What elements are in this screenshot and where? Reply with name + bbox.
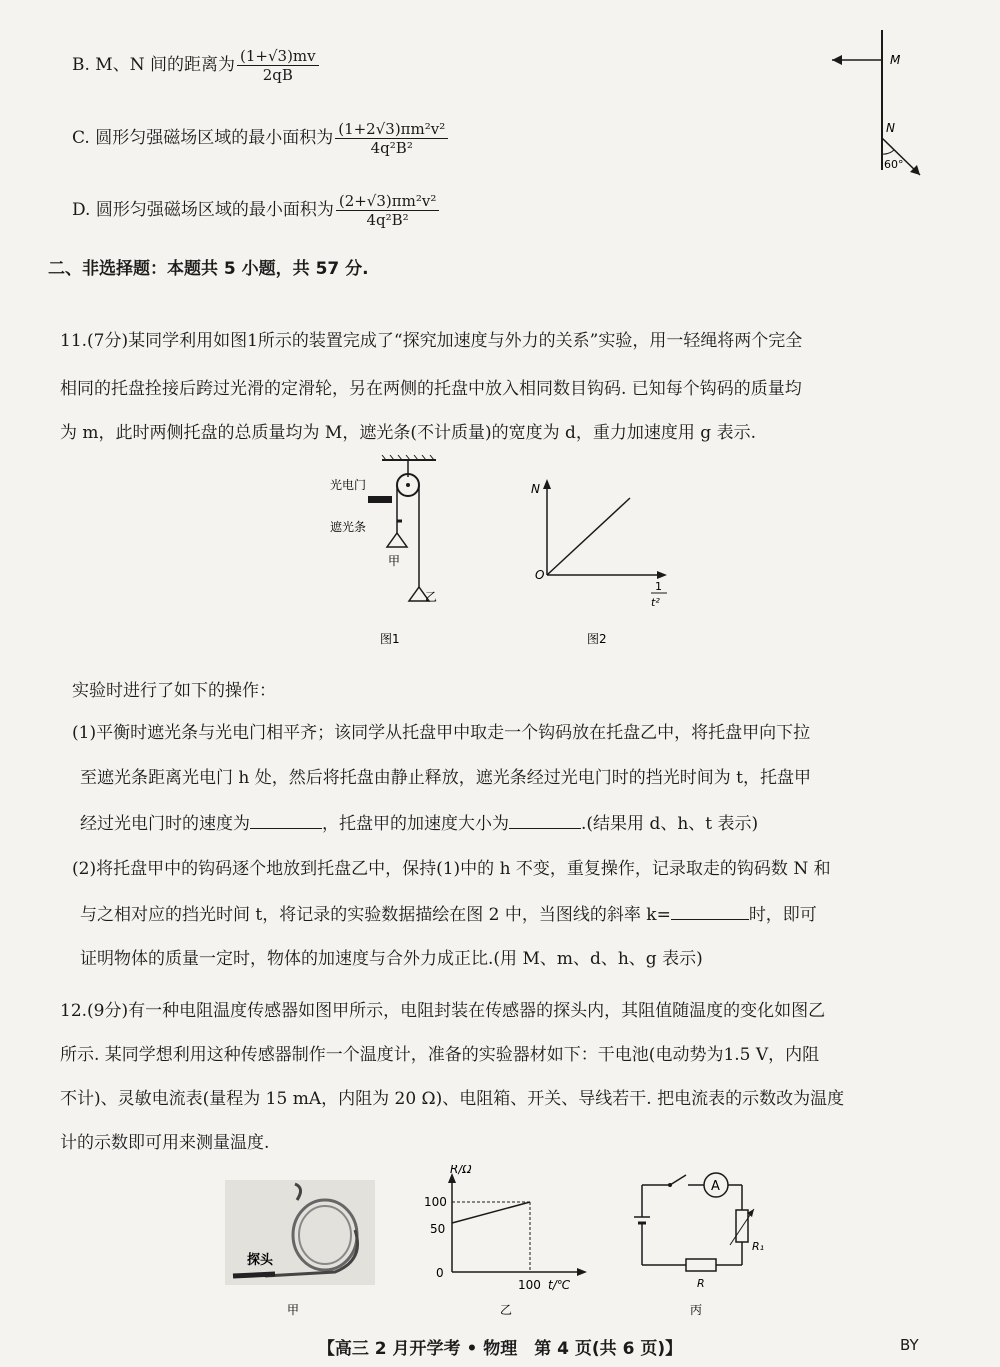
q11-intro: 实验时进行了如下的操作： bbox=[72, 681, 276, 701]
option-c-numerator: (1+2√3)πm²v² bbox=[335, 120, 448, 139]
option-b-text: B. M、N 间的距离为 bbox=[72, 55, 235, 75]
q11-line-2: 相同的托盘拴接后跨过光滑的定滑轮，另在两侧的托盘中放入相同数目钩码. 已知每个钩码的质量均 bbox=[60, 379, 802, 399]
fig2-origin: O bbox=[535, 568, 545, 582]
fig-c-r1-label: R₁ bbox=[752, 1240, 765, 1253]
fig1-caption: 图1 bbox=[380, 632, 400, 646]
slope-answer-blank[interactable] bbox=[671, 903, 749, 920]
q11-p2-line-2b: 时，即可 bbox=[748, 905, 817, 925]
fig-b-y-tick-100: 100 bbox=[424, 1195, 447, 1209]
option-b-fraction bbox=[237, 47, 319, 84]
fig-a-caption: 甲 bbox=[287, 1303, 300, 1317]
option-b bbox=[72, 47, 319, 84]
option-c-text: C. 圆形匀强磁场区域的最小面积为 bbox=[72, 128, 334, 148]
q11-p1-line-2: 至遮光条距离光电门 h 处，然后将托盘由静止释放，遮光条经过光电门时的挡光时间为 t，托盘甲 bbox=[80, 768, 811, 788]
ammeter-symbol: A bbox=[711, 1179, 720, 1194]
corner-figure bbox=[820, 30, 940, 190]
fig-b-y-axis: R/Ω bbox=[450, 1165, 472, 1176]
q12-line-4: 计的示数即可用来测量温度. bbox=[60, 1133, 270, 1153]
corner-label-n: N bbox=[886, 121, 895, 135]
q11-p1-line-3a: 经过光电门时的速度为 bbox=[80, 814, 250, 834]
section-2-heading: 二、非选择题：本题共 5 小题，共 57 分. bbox=[48, 259, 369, 279]
option-d-numerator: (2+√3)πm²v² bbox=[336, 192, 440, 211]
q11-p2-line-2a: 与之相对应的挡光时间 t，将记录的实验数据描绘在图 2 中，当图线的斜率 k= bbox=[80, 905, 671, 925]
acceleration-answer-blank[interactable] bbox=[509, 812, 581, 829]
fig-c-caption: 丙 bbox=[690, 1303, 703, 1317]
fig1-label-gate: 光电门 bbox=[330, 478, 367, 492]
q11-p2-line-3: 证明物体的质量一定时，物体的加速度与合外力成正比.(用 M、m、d、h、g 表示) bbox=[80, 949, 703, 969]
q12-line-3: 不计)、灵敏电流表(量程为 15 mA，内阻为 20 Ω)、电阻箱、开关、导线若干. 把电流表的示数改为温度 bbox=[60, 1089, 845, 1109]
q11-line-3: 为 m，此时两侧托盘的总质量均为 M，遮光条(不计质量)的宽度为 d，重力加速度用 g 表示. bbox=[60, 423, 756, 443]
fig-b-caption: 乙 bbox=[500, 1303, 513, 1317]
option-c bbox=[72, 120, 448, 157]
option-d bbox=[72, 192, 439, 229]
fig2-x-num: 1 bbox=[655, 580, 662, 593]
option-c-denominator: 4q²B² bbox=[370, 139, 413, 157]
figure-b-resistance-graph bbox=[420, 1165, 595, 1320]
option-d-text: D. 圆形匀强磁场区域的最小面积为 bbox=[72, 200, 334, 220]
fig-b-y-tick-50: 50 bbox=[430, 1222, 446, 1236]
option-b-denominator: 2qB bbox=[262, 66, 293, 84]
figure-c-circuit bbox=[620, 1165, 770, 1320]
fig-c-r-label: R bbox=[697, 1277, 705, 1290]
option-c-fraction bbox=[335, 120, 448, 157]
fig1-label-strip: 遮光条 bbox=[330, 520, 367, 534]
option-b-numerator: (1+√3)mv bbox=[237, 47, 319, 66]
corner-angle: 60° bbox=[884, 158, 904, 171]
q12-line-2: 所示. 某同学想利用这种传感器制作一个温度计，准备的实验器材如下：干电池(电动势为1.5 V，内阻 bbox=[60, 1045, 820, 1065]
page-footer: 【高三 2 月开学考 • 物理 第 4 页(共 6 页)】 bbox=[317, 1339, 683, 1359]
q12-line-1: 12.(9分)有一种电阻温度传感器如图甲所示，电阻封装在传感器的探头内，其阻值随温度的变化如图乙 bbox=[60, 1001, 826, 1021]
fig-b-x-axis: t/℃ bbox=[548, 1278, 571, 1292]
q11-p2-line-1: (2)将托盘甲中的钩码逐个地放到托盘乙中，保持(1)中的 h 不变，重复操作，记录取走的钩码数 N 和 bbox=[72, 859, 831, 879]
q11-p1-line-3 bbox=[80, 812, 758, 835]
fig1-label-b: 乙 bbox=[425, 590, 438, 604]
q11-p2-line-2 bbox=[80, 903, 817, 926]
q11-p1-line-1: (1)平衡时遮光条与光电门相平齐；该同学从托盘甲中取走一个钩码放在托盘乙中，将托盘甲向下拉 bbox=[72, 723, 811, 743]
option-d-fraction bbox=[336, 192, 440, 229]
fig-b-origin: 0 bbox=[436, 1266, 444, 1280]
fig2-y-label: N bbox=[531, 482, 540, 496]
figure-1-pulley bbox=[320, 455, 450, 655]
fig-b-x-tick-100: 100 bbox=[518, 1278, 541, 1292]
velocity-answer-blank[interactable] bbox=[250, 812, 322, 829]
q11-line-1: 11.(7分)某同学利用如图1所示的装置完成了“探究加速度与外力的关系”实验，用一轻绳将两个完全 bbox=[60, 331, 803, 351]
fig1-label-a: 甲 bbox=[388, 554, 401, 568]
footer-code: BY bbox=[900, 1336, 919, 1354]
figure-2-graph bbox=[525, 475, 675, 655]
figure-a-probe bbox=[225, 1180, 375, 1320]
fig2-x-den: t² bbox=[651, 596, 660, 609]
fig-a-probe-label: 探头 bbox=[247, 1253, 274, 1268]
corner-label-m: M bbox=[890, 53, 901, 67]
q11-p1-line-3c: .(结果用 d、h、t 表示) bbox=[581, 814, 759, 834]
option-d-denominator: 4q²B² bbox=[366, 211, 409, 229]
q11-p1-line-3b: ，托盘甲的加速度大小为 bbox=[322, 814, 509, 834]
fig2-caption: 图2 bbox=[587, 632, 607, 646]
